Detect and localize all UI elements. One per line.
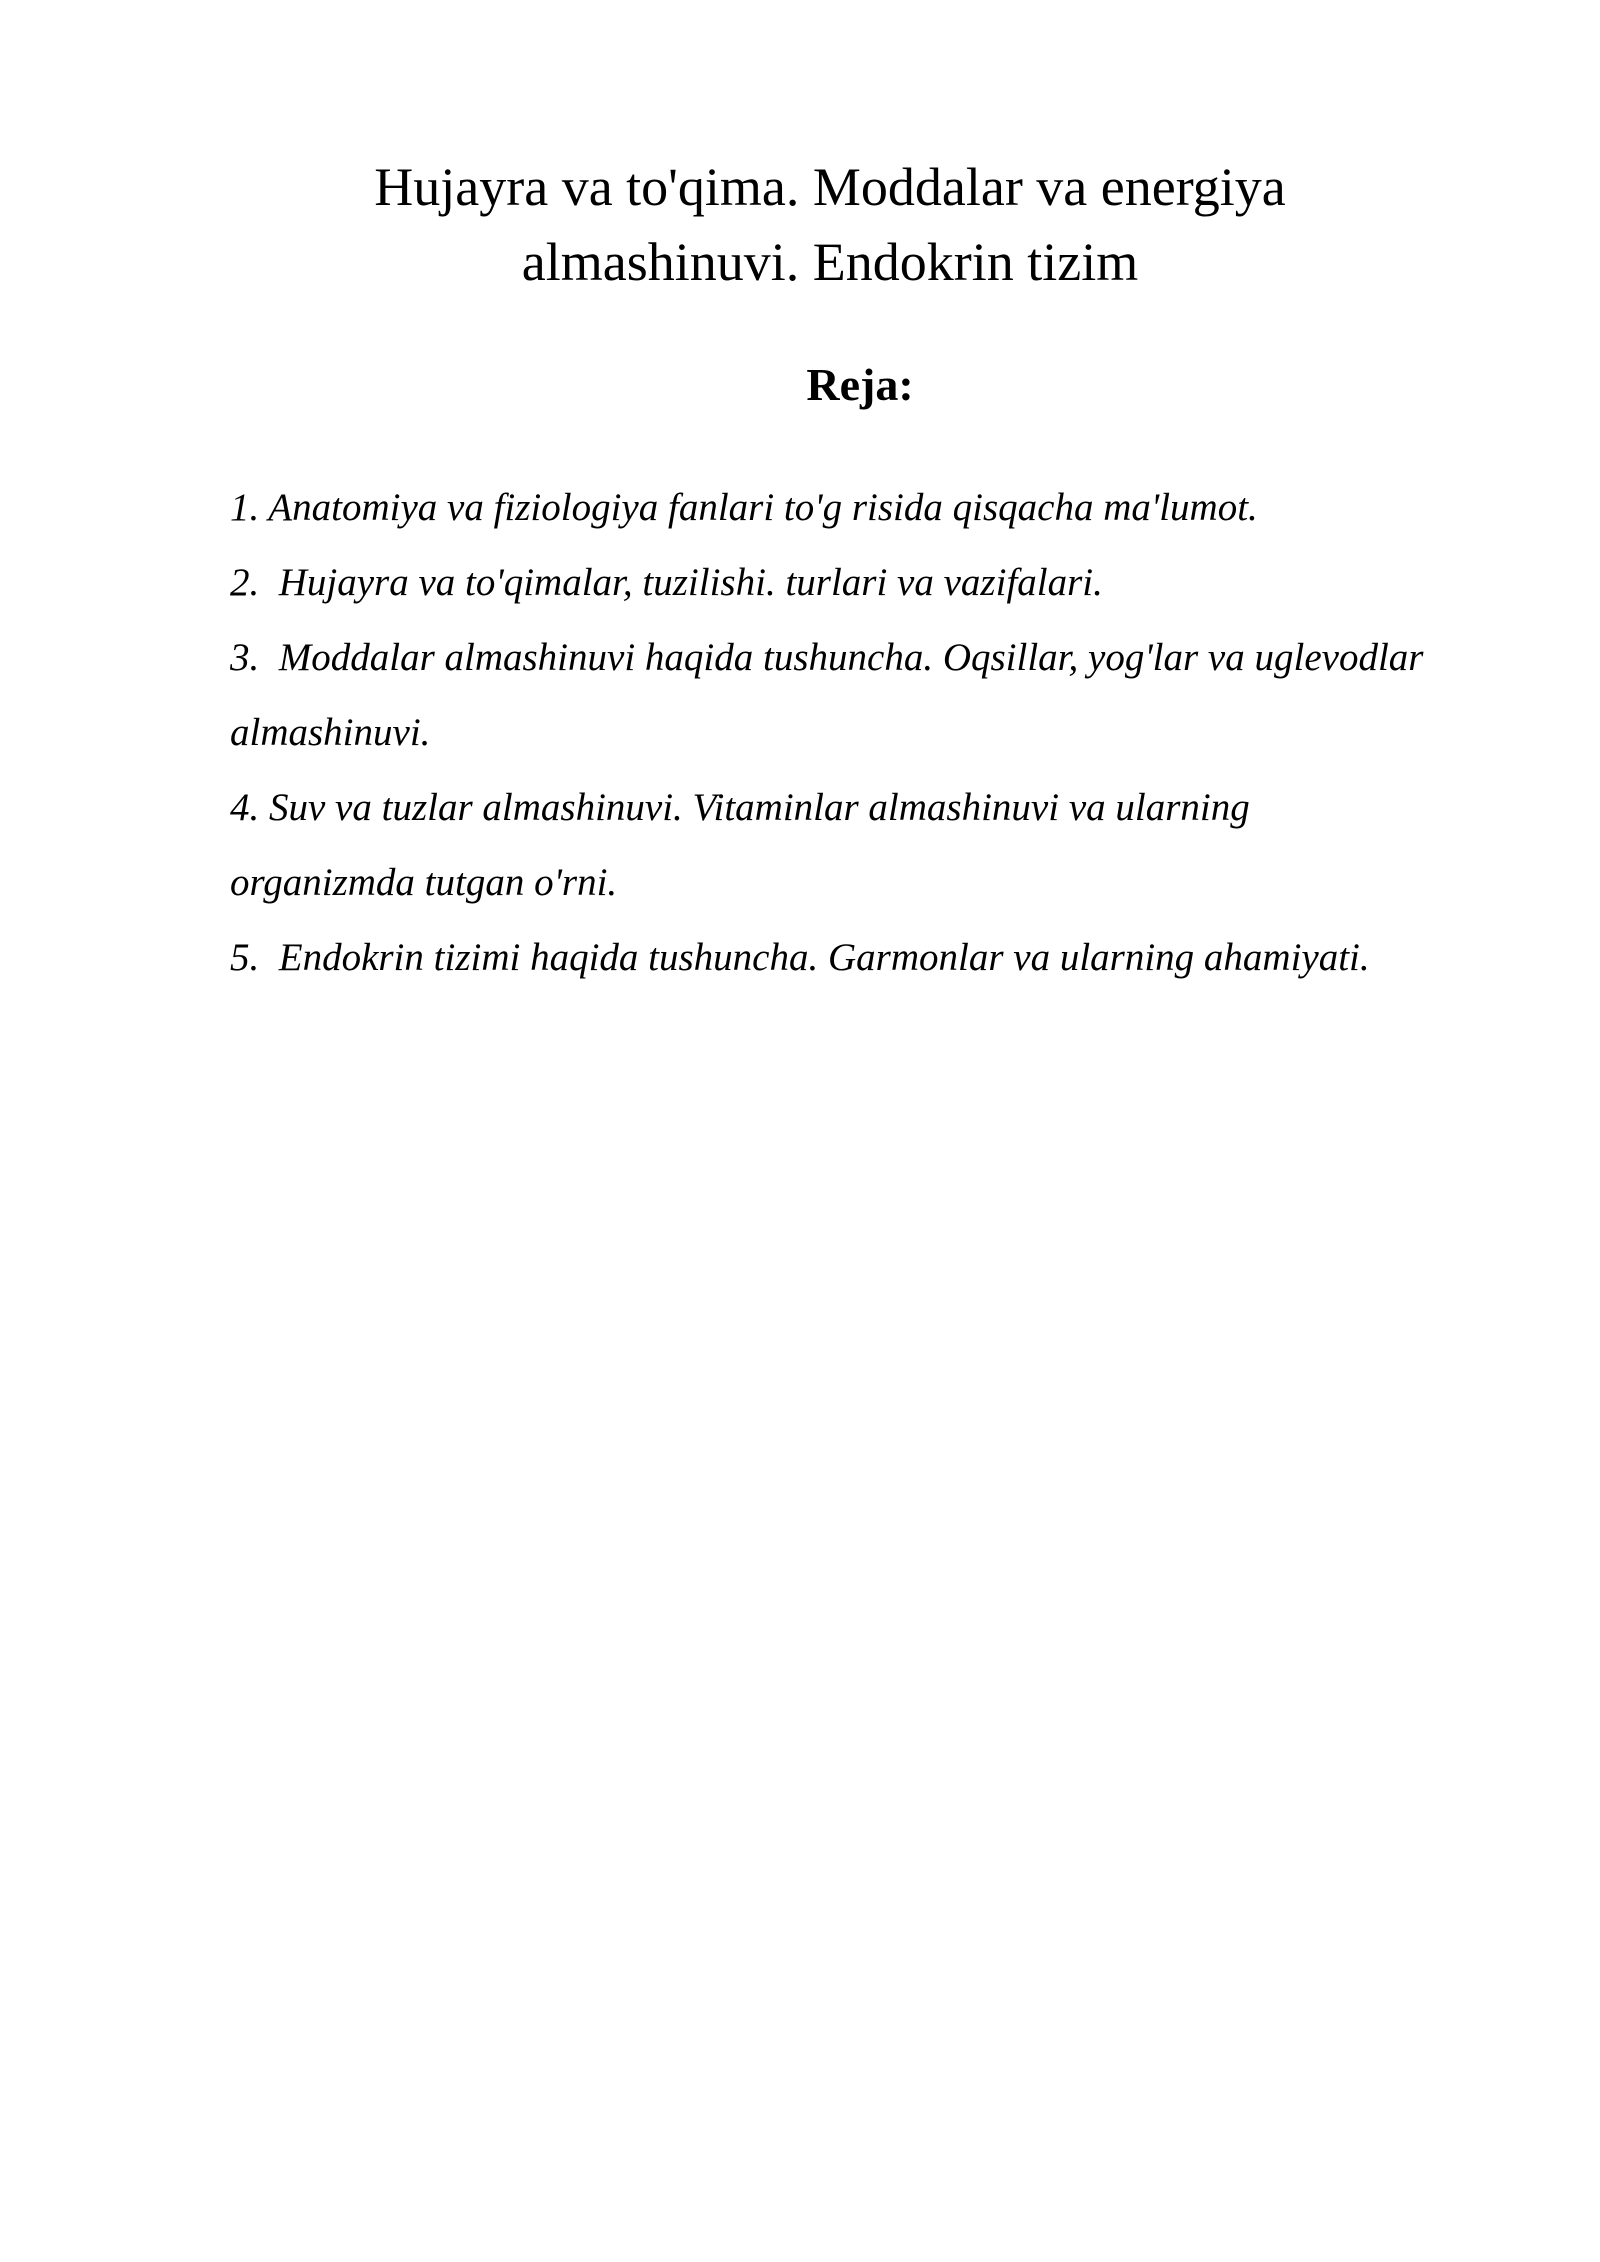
plan-item-text: Anatomiya va fiziologiya fanlari to'g risida qisqacha ma'lumot. [268,486,1258,529]
plan-item [230,545,1430,620]
document-title: Hujayra va to'qima. Moddalar va energiya almashinuvi. Endokrin tizim [374,157,1286,292]
plan-item-number: 1. [230,486,260,529]
plan-heading: Reja: [806,359,914,410]
plan-item-number: 3. [230,636,260,679]
plan-item [230,770,1430,920]
plan-item-text: Moddalar almashinuvi haqida tushuncha. Oqsillar, yog'lar va uglevodlar almashinuvi. [230,636,1424,754]
plan-item-text: Endokrin tizimi haqida tushuncha. Garmonlar va ularning ahamiyati. [278,936,1370,979]
plan-item-number: 5. [230,936,260,979]
plan-item-text: Hujayra va to'qimalar, tuzilishi. turlari va vazifalari. [278,561,1103,604]
plan-item-number: 2. [230,561,260,604]
plan-item [230,470,1430,545]
plan-list [230,470,1430,995]
plan-item [230,620,1430,770]
plan-item-number: 4. [230,786,260,829]
plan-item-text: Suv va tuzlar almashinuvi. Vitaminlar almashinuvi va ularning organizmda tutgan o'rni. [230,786,1250,904]
plan-item [230,920,1430,995]
